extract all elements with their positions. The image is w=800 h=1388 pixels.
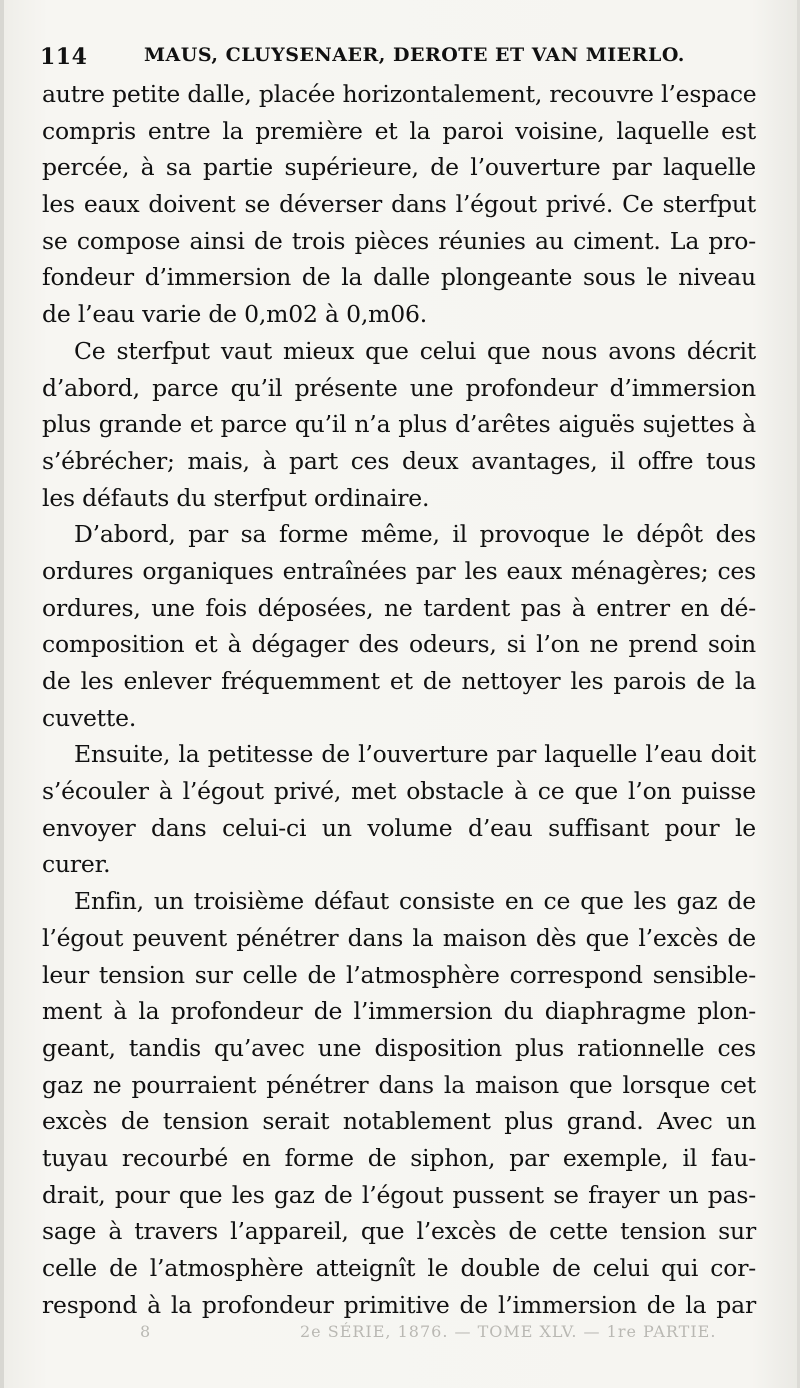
running-title: MAUS, CLUYSENAER, DEROTE ET VAN MIERLO. bbox=[144, 44, 685, 66]
footer-text: 2e SÉRIE, 1876. — TOME XLV. — 1re PARTIE. bbox=[300, 1322, 717, 1341]
text-line: geant, tandis qu’avec une disposition plus rationnelle ces bbox=[42, 1033, 756, 1062]
text-line: percée, à sa partie supérieure, de l’ouverture par laquelle bbox=[42, 153, 756, 182]
text-line: plus grande et parce qu’il n’a plus d’arêtes aiguës sujettes à bbox=[42, 410, 756, 439]
text-line: envoyer dans celui-ci un volume d’eau suffisant pour le bbox=[42, 813, 756, 842]
text-line: les défauts du sterfput ordinaire. bbox=[42, 483, 430, 512]
text-line: l’égout peuvent pénétrer dans la maison dès que l’excès de bbox=[42, 923, 756, 952]
text-line: curer. bbox=[42, 850, 111, 879]
text-line: ment à la profondeur de l’immersion du diaphragme plon- bbox=[42, 997, 756, 1026]
text-line: respond à la profondeur primitive de l’immersion de la par bbox=[42, 1290, 756, 1319]
signature-mark: 8 bbox=[140, 1322, 152, 1341]
text-line: s’écouler à l’égout privé, met obstacle à ce que l’on puisse bbox=[42, 777, 756, 806]
text-line: autre petite dalle, placée horizontalement, recouvre l’espace bbox=[42, 80, 757, 108]
text-line: leur tension sur celle de l’atmosphère correspond sensible- bbox=[42, 960, 756, 989]
text-line: Enfin, un troisième défaut consiste en ce que les gaz de bbox=[74, 887, 756, 916]
text-line: gaz ne pourraient pénétrer dans la maison que lorsque cet bbox=[42, 1070, 756, 1099]
text-line: Ce sterfput vaut mieux que celui que nous avons décrit bbox=[74, 336, 756, 365]
text-line: sage à travers l’appareil, que l’excès de cette tension sur bbox=[42, 1217, 756, 1246]
text-line: s’ébrécher; mais, à part ces deux avantages, il offre tous bbox=[42, 446, 756, 475]
paragraph bbox=[42, 76, 756, 333]
text-line: D’abord, par sa forme même, il provoque le dépôt des bbox=[74, 520, 756, 549]
paragraph bbox=[42, 516, 756, 736]
text-line: celle de l’atmosphère atteignît le double de celui qui cor- bbox=[42, 1254, 756, 1282]
text-line: ordures, une fois déposées, ne tardent pas à entrer en dé- bbox=[42, 593, 756, 622]
text-line: excès de tension serait notablement plus grand. Avec un bbox=[42, 1107, 756, 1136]
running-head bbox=[40, 40, 760, 76]
body-text bbox=[42, 76, 756, 1323]
text-line: de l’eau varie de 0,m02 à 0,m06. bbox=[42, 300, 427, 329]
text-line: drait, pour que les gaz de l’égout pussent se frayer un pas- bbox=[42, 1180, 756, 1209]
text-line: les eaux doivent se déverser dans l’égout privé. Ce sterfput bbox=[42, 190, 756, 219]
text-line: d’abord, parce qu’il présente une profondeur d’immersion bbox=[42, 373, 756, 402]
text-line: compris entre la première et la paroi voisine, laquelle est bbox=[42, 116, 756, 145]
text-line: composition et à dégager des odeurs, si l’on ne prend soin bbox=[42, 630, 756, 659]
text-line: Ensuite, la petitesse de l’ouverture par laquelle l’eau doit bbox=[74, 740, 756, 769]
paragraph bbox=[42, 883, 756, 1323]
text-line: ordures organiques entraînées par les eaux ménagères; ces bbox=[42, 556, 756, 585]
paragraph bbox=[42, 736, 756, 883]
paragraph bbox=[42, 333, 756, 516]
page-number: 114 bbox=[40, 44, 88, 70]
text-line: se compose ainsi de trois pièces réunies au ciment. La pro- bbox=[42, 226, 756, 255]
text-line: tuyau recourbé en forme de siphon, par exemple, il fau- bbox=[42, 1143, 756, 1172]
text-line: de les enlever fréquemment et de nettoyer les parois de la bbox=[42, 667, 756, 695]
text-line: cuvette. bbox=[42, 703, 137, 732]
text-line: fondeur d’immersion de la dalle plongeante sous le niveau bbox=[42, 263, 756, 292]
